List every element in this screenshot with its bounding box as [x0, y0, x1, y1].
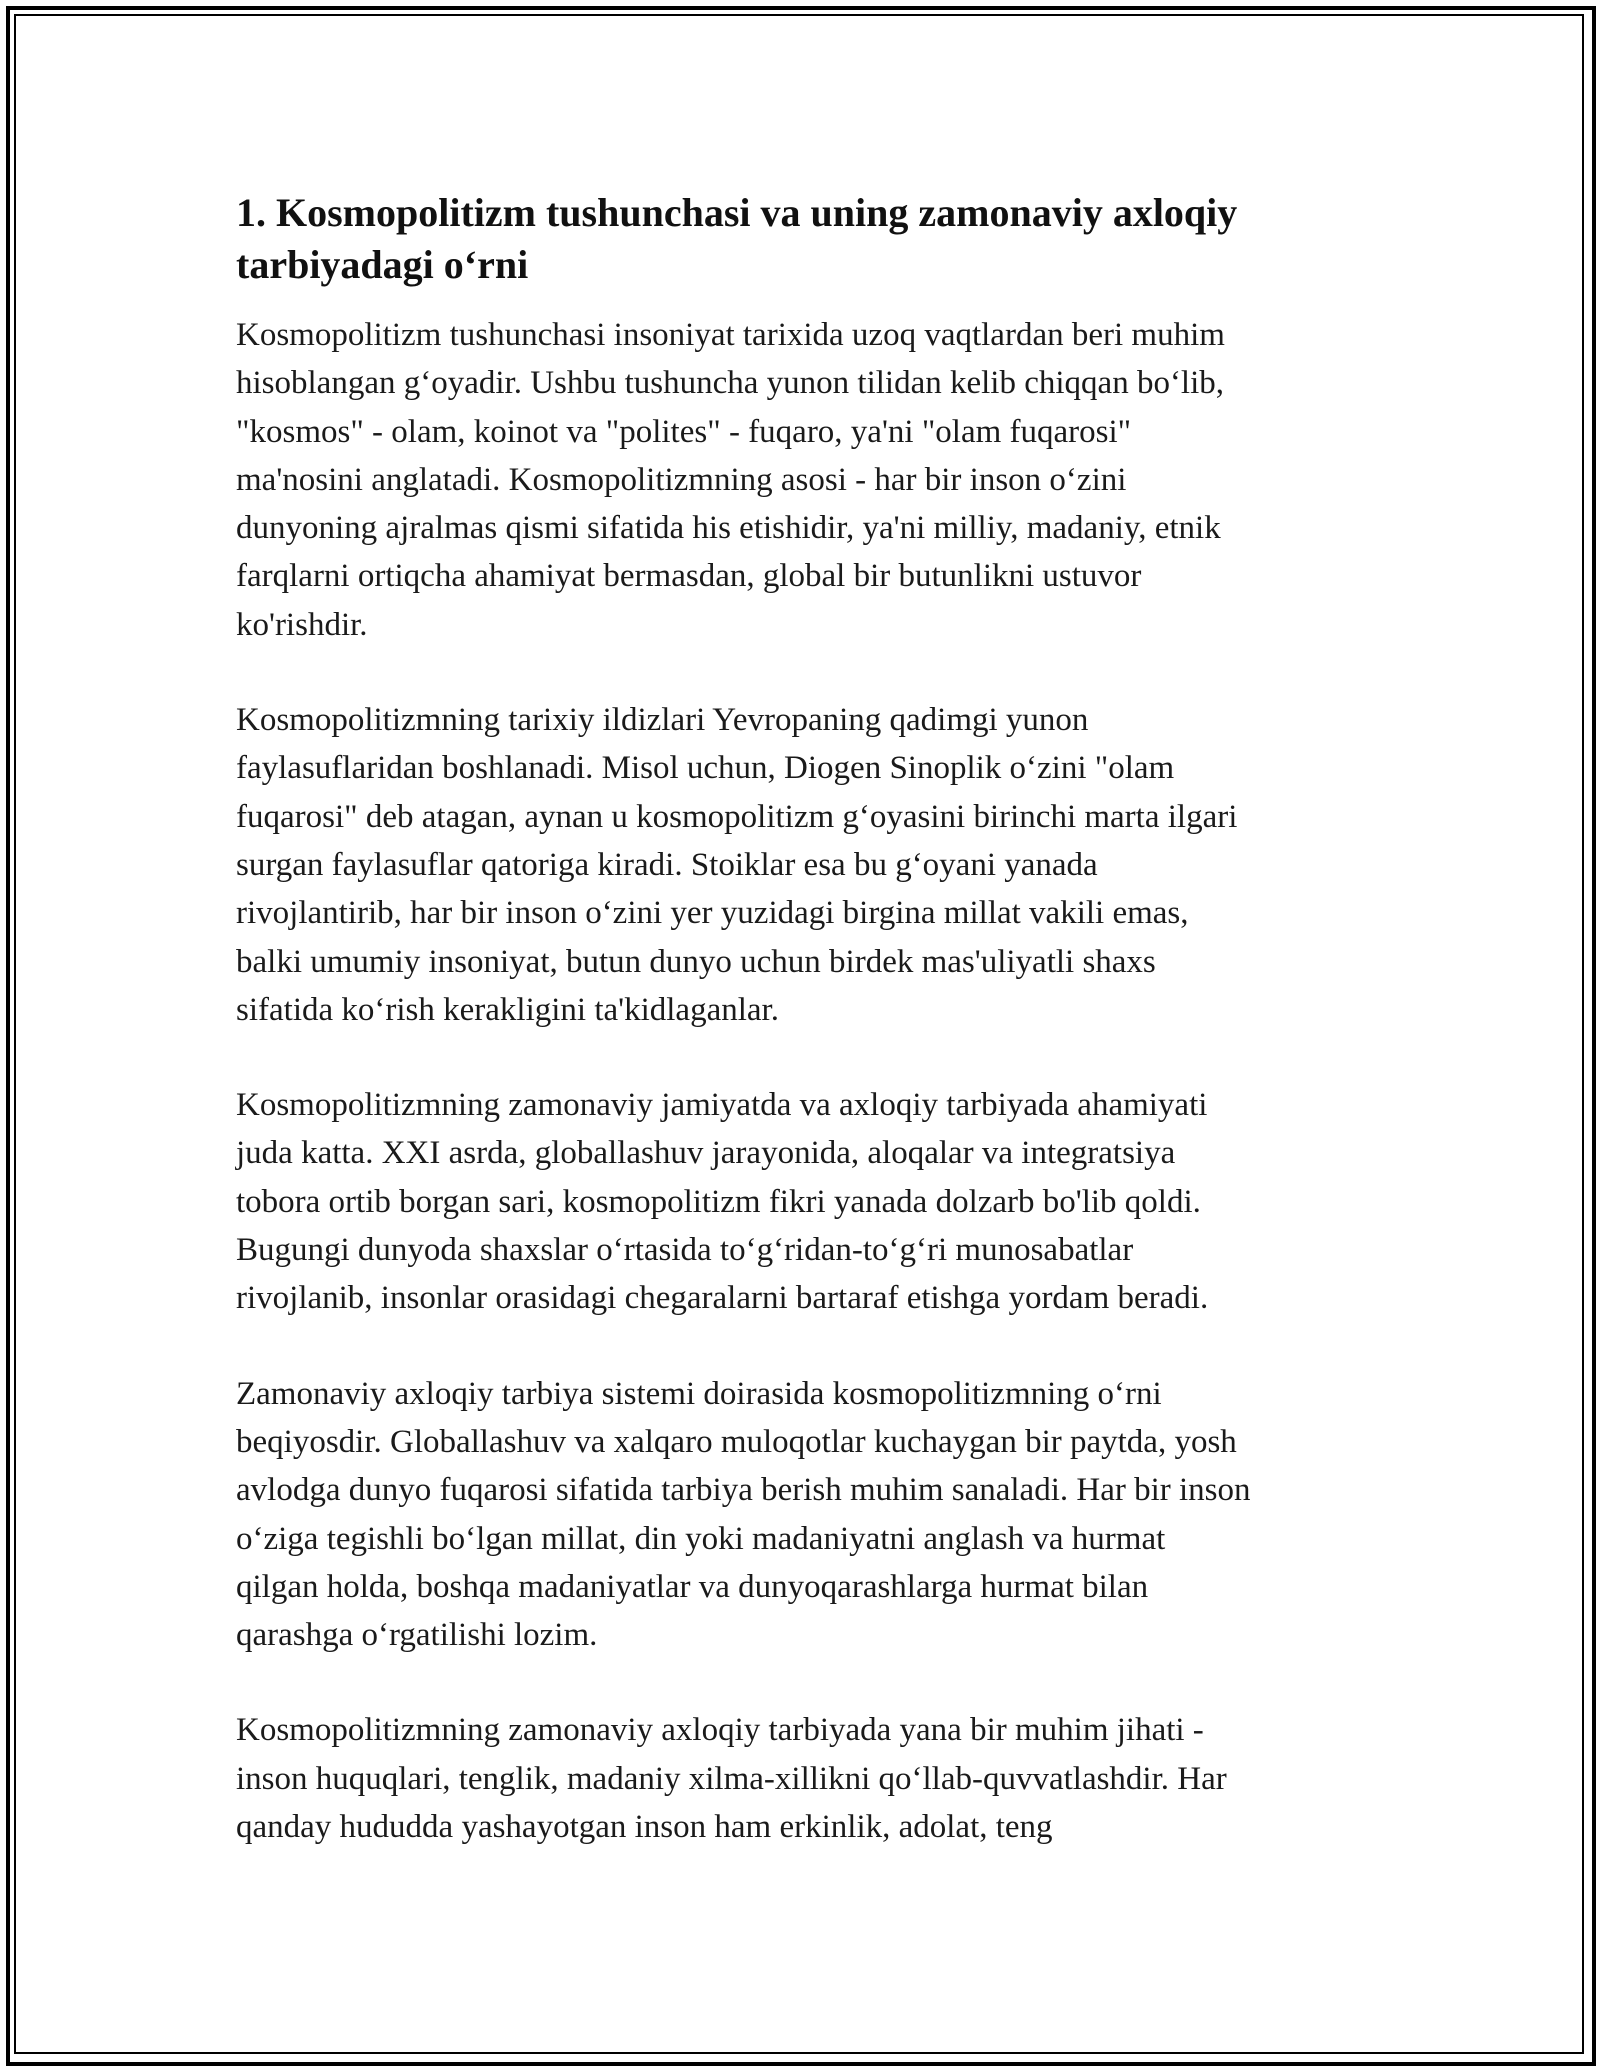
text-line: rivojlantirib, har bir inson o‘zini yer yuzidagi birgina millat vakili emas,: [236, 895, 1189, 932]
text-line: hisoblangan g‘oyadir. Ushbu tushuncha yunon tilidan kelib chiqqan bo‘lib,: [236, 365, 1225, 402]
text-line: qanday hududda yashayotgan inson ham erkinlik, adolat, teng: [236, 1809, 1053, 1846]
paragraph-definition: [236, 311, 1366, 649]
text-line: Kosmopolitizmning zamonaviy jamiyatda va axloqiy tarbiyada ahamiyati: [236, 1087, 1208, 1124]
text-line: Bugungi dunyoda shaxslar o‘rtasida to‘g‘ridan-to‘g‘ri munosabatlar: [236, 1232, 1134, 1269]
text-line: balki umumiy insoniyat, butun dunyo uchun birdek mas'uliyatli shaxs: [236, 943, 1156, 980]
text-line: dunyoning ajralmas qismi sifatida his etishidir, ya'ni milliy, madaniy, etnik: [236, 510, 1221, 547]
paragraph-history: [236, 696, 1366, 1034]
text-line: Kosmopolitizmning tarixiy ildizlari Yevropaning qadimgi yunon: [236, 702, 1089, 739]
heading-line-1: 1. Kosmopolitizm tushunchasi va uning zamonaviy axloqiy: [236, 190, 1238, 235]
text-line: sifatida ko‘rish kerakligini ta'kidlaganlar.: [236, 991, 779, 1028]
text-line: juda katta. XXI asrda, globallashuv jarayonida, aloqalar va integratsiya: [236, 1135, 1176, 1172]
text-line: ma'nosini anglatadi. Kosmopolitizmning asosi - har bir inson o‘zini: [236, 461, 1127, 498]
text-line: qarashga o‘rgatilishi lozim.: [236, 1617, 598, 1654]
text-line: farqlarni ortiqcha ahamiyat bermasdan, global bir butunlikni ustuvor: [236, 558, 1142, 595]
heading-line-2: tarbiyadagi o‘rni: [236, 242, 529, 287]
paragraph-human-rights: [236, 1706, 1366, 1851]
paragraph-moral-education: [236, 1370, 1366, 1660]
text-line: o‘ziga tegishli bo‘lgan millat, din yoki madaniyatni anglash va hurmat: [236, 1520, 1166, 1557]
text-line: Kosmopolitizm tushunchasi insoniyat tarixida uzoq vaqtlardan beri muhim: [236, 317, 1225, 353]
text-line: "kosmos" - olam, koinot va "polites" - fuqaro, ya'ni "olam fuqarosi": [236, 413, 1132, 450]
text-line: qilgan holda, boshqa madaniyatlar va dunyoqarashlarga hurmat bilan: [236, 1568, 1149, 1605]
paragraph-modern-society: [236, 1081, 1366, 1322]
text-line: ko'rishdir.: [236, 606, 368, 643]
text-line: tobora ortib borgan sari, kosmopolitizm fikri yanada dolzarb bo'lib qoldi.: [236, 1183, 1201, 1220]
text-line: Zamonaviy axloqiy tarbiya sistemi doirasida kosmopolitizmning o‘rni: [236, 1375, 1162, 1412]
text-line: Kosmopolitizmning zamonaviy axloqiy tarbiyada yana bir muhim jihati -: [236, 1712, 1204, 1749]
text-line: rivojlanib, insonlar orasidagi chegaralarni bartaraf etishga yordam beradi.: [236, 1280, 1209, 1317]
text-line: faylasuflaridan boshlanadi. Misol uchun, Diogen Sinoplik o‘zini "olam: [236, 750, 1175, 787]
document-body: [236, 187, 1366, 1851]
text-line: fuqarosi" deb atagan, aynan u kosmopolitizm g‘oyasini birinchi marta ilgari: [236, 798, 1238, 835]
text-line: surgan faylasuflar qatoriga kiradi. Stoiklar esa bu g‘oyani yanada: [236, 846, 1098, 883]
text-line: avlodga dunyo fuqarosi sifatida tarbiya berish muhim sanaladi. Har bir inson: [236, 1472, 1251, 1509]
text-line: beqiyosdir. Globallashuv va xalqaro muloqotlar kuchaygan bir paytda, yosh: [236, 1423, 1237, 1460]
text-line: inson huquqlari, tenglik, madaniy xilma-xillikni qo‘llab-quvvatlashdir. Har: [236, 1760, 1227, 1797]
section-heading: [236, 187, 1366, 291]
